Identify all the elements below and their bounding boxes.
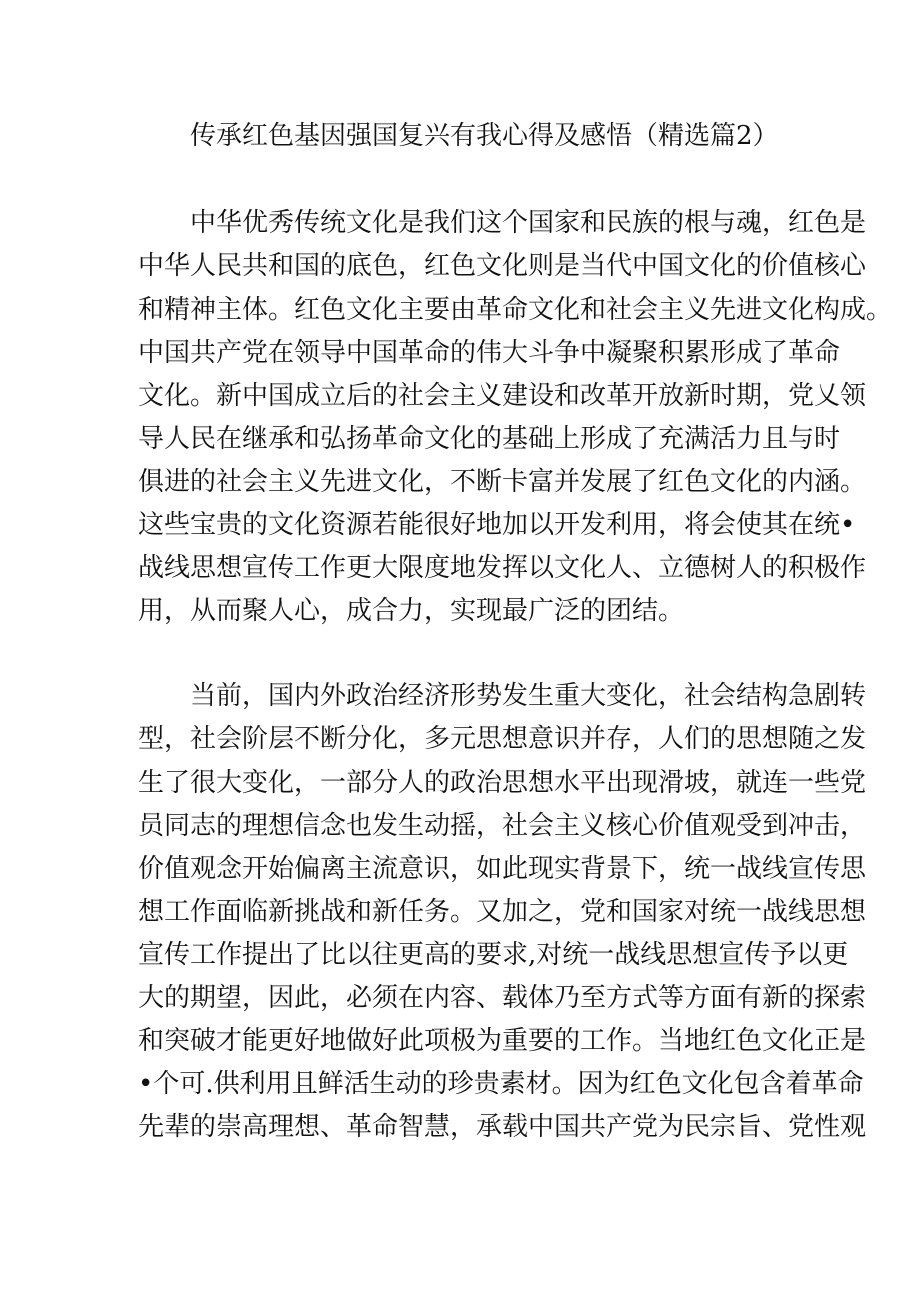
- paragraph-1-line: 战线思想宣传工作更大限度地发挥以文化人、立德树人的积极作: [138, 553, 867, 583]
- paragraph-2-line: 当前，国内外政治经济形势发生重大变化，社会结构急剧转: [190, 681, 867, 711]
- paragraph-2-line: 先辈的崇高理想、革命智慧，承载中国共产党为民宗旨、党性观: [138, 1112, 867, 1142]
- paragraph-1-line: 中国共产党在领导中国革命的伟大斗争中凝聚积累形成了革命: [138, 338, 841, 368]
- document-title: 传承红色基因强国复兴有我心得及感悟（精选篇2）: [190, 121, 779, 151]
- paragraph-1-line: 用，从而聚人心，成合力，实现最广泛的团结。: [138, 596, 685, 626]
- paragraph-1-line: 俱进的社会主义先进文化，不断卡富并发展了红色文化的内涵。: [138, 467, 867, 497]
- paragraph-1-line: 这些宝贵的文化资源若能很好地加以开发利用，将会使其在统•: [138, 510, 856, 540]
- paragraph-2-line: 和突破才能更好地做好此项极为重要的工作。当地红色文化正是: [138, 1026, 867, 1056]
- paragraph-1-line: 文化。新中国成立后的社会主义建设和改革开放新时期，党乂领: [138, 381, 867, 411]
- paragraph-2-line: 价值观念开始偏离主流意识，如此现实背景下，统一战线宣传思: [138, 854, 867, 884]
- paragraph-2-line: 生了很大变化，一部分人的政治思想水平出现滑坡，就连一些党: [138, 768, 867, 798]
- paragraph-2-line: •个可.供利用且鲜活生动的珍贵素材。因为红色文化包含着革命: [138, 1069, 864, 1099]
- paragraph-2-line: 员同志的理想信念也发生动摇，社会主义核心价值观受到冲击，: [138, 811, 867, 841]
- paragraph-1-line: 导人民在继承和弘扬革命文化的基础上形成了充满活力且与时: [138, 424, 841, 454]
- paragraph-2-line: 想工作面临新挑战和新任务。又加之，党和国家对统一战线思想: [138, 897, 867, 927]
- paragraph-2-line: 大的期望，因此，必须在内容、载体乃至方式等方面有新的探索: [138, 983, 867, 1013]
- paragraph-2-line: 宣传工作提出了比以往更高的要求,对统一战线思想宣传予以更: [138, 940, 849, 970]
- paragraph-1-line: 中华优秀传统文化是我们这个国家和民族的根与魂，红色是: [190, 208, 867, 238]
- paragraph-1-line: 和精神主体。红色文化主要由革命文化和社会主义先进文化构成。: [138, 295, 893, 325]
- paragraph-2-line: 型，社会阶层不断分化，多元思想意识并存，人们的思想随之发: [138, 724, 867, 754]
- paragraph-1-line: 中华人民共和国的底色，红色文化则是当代中国文化的价值核心: [138, 251, 867, 281]
